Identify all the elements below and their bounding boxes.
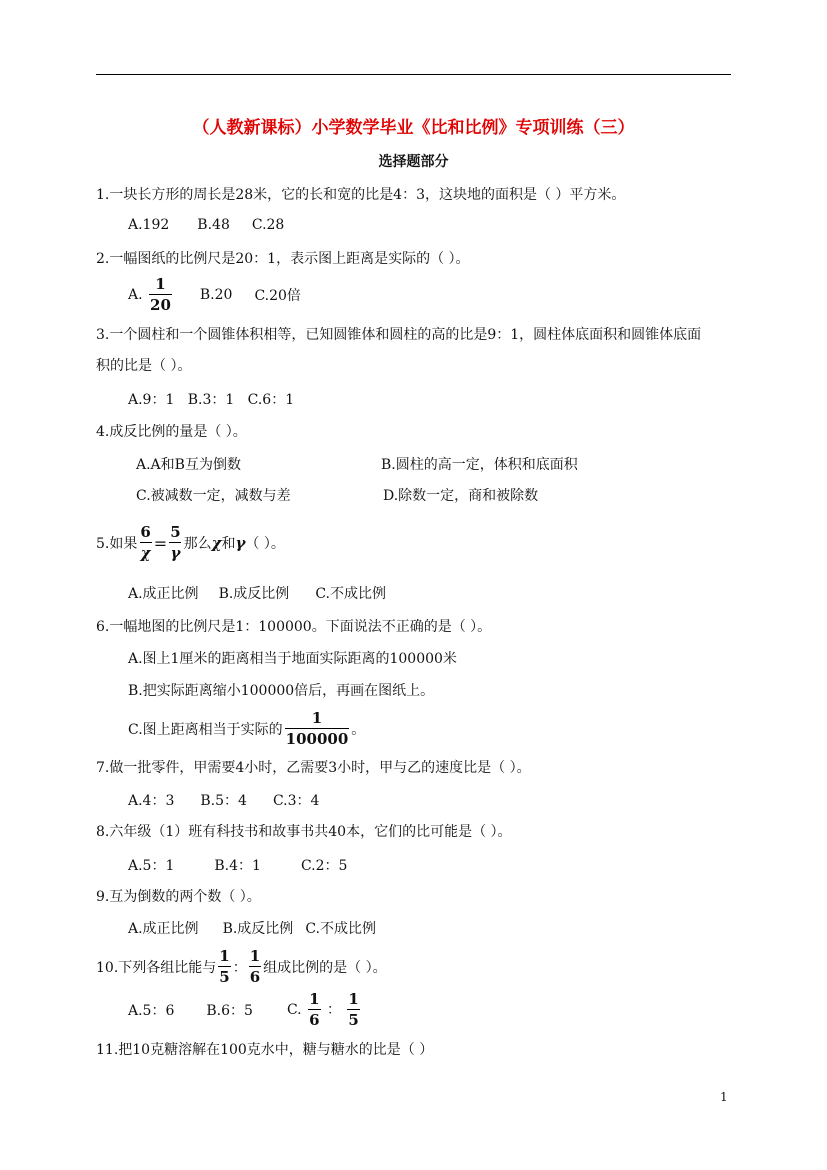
denominator: 20 [150,296,171,314]
q1-option-a: A.192 [128,217,170,233]
equals-sign: = [153,533,168,553]
numerator: 6 [140,523,151,541]
question-7: 7.做一批零件，甲需要4小时，乙需要3小时，甲与乙的速度比是（ ）。 [96,760,531,776]
question-3-line-2: 积的比是（ ）。 [96,358,192,374]
q6-option-c-end: 。 [351,722,366,738]
fraction [347,992,359,1028]
q7-option-b: B.5：4 [200,793,247,809]
question-10 [96,947,387,986]
q2-option-c: C.20倍 [254,288,301,304]
question-7-options [128,790,319,810]
q6-option-a: A.图上1厘米的距离相当于地面实际距离的100000米 [128,651,457,667]
variable-y: γ [235,534,246,552]
header-rule [96,74,731,75]
q5-suffix: （ ）。 [245,536,285,552]
fraction [308,992,320,1028]
q2-option-a [128,277,174,313]
q9-option-b: B.成反比例 [222,921,294,937]
numerator: 1 [348,990,359,1008]
question-8: 8.六年级（1）班有科技书和故事书共40本，它们的比可能是（ ）。 [96,824,512,840]
q4-option-d: D.除数一定，商和被除数 [383,488,539,504]
numerator: 1 [219,947,230,965]
fraction [169,525,181,561]
q2-option-b: B.20 [199,287,233,303]
ratio-colon: ： [326,1002,341,1018]
question-5 [96,523,285,562]
question-8-options [128,855,347,875]
section-heading: 选择题部分 [378,154,449,170]
question-4: 4.成反比例的量是（ ）。 [96,424,247,440]
q7-option-c: C.3：4 [272,793,320,809]
q8-option-c: C.2：5 [300,858,348,874]
denominator: 6 [249,968,261,986]
denominator: χ [140,544,151,562]
question-1: 1.一块长方形的周长是28米，它的长和宽的比是4：3，这块地的面积是（ ）平方米。 [96,187,626,203]
numerator: 1 [249,947,261,965]
q1-option-c: C.28 [251,217,285,233]
q6-option-c [128,709,366,748]
q8-option-a: A.5：1 [128,858,175,874]
question-9: 9.互为倒数的两个数（ ）。 [96,889,261,905]
question-3-line-1: 3.一个圆柱和一个圆锥体积相等，已知圆锥体和圆柱的高的比是9：1，圆柱体底面积和圆锥体底面 [96,327,702,343]
document-title: （人教新课标）小学数学毕业《比和比例》专项训练（三） [192,118,635,138]
q10-suffix: 组成比例的是（ ）。 [263,960,387,976]
fraction [149,277,172,313]
question-11: 11.把10克糖溶解在100克水中，糖与糖水的比是（ ） [96,1042,434,1058]
question-5-options [128,583,386,603]
numerator: 5 [170,523,181,541]
numerator: 1 [309,990,320,1008]
q9-option-a: A.成正比例 [128,921,199,937]
q10-option-a: A.5：6 [128,1003,175,1019]
q2-option-a-label: A. [128,287,143,303]
question-2-options [128,275,301,314]
q7-option-a: A.4：3 [128,793,175,809]
q8-option-b: B.4：1 [214,858,261,874]
q5-and: 和 [221,536,236,552]
denominator: 100000 [285,730,349,748]
q5-prefix: 5.如果 [96,536,138,552]
question-1-options [128,215,284,235]
question-2: 2.一幅图纸的比例尺是20：1，表示图上距离是实际的（ ）。 [96,251,470,267]
q5-option-b: B.成反比例 [218,586,290,602]
q10-prefix: 10.下列各组比能与 [96,960,217,976]
numerator: 1 [155,275,166,293]
q5-option-c: C.不成比例 [315,586,386,602]
q4-option-b: B.圆柱的高一定，体积和底面积 [381,457,578,473]
fraction [285,711,350,747]
variable-x: χ [211,534,222,552]
fraction [218,949,230,985]
question-6: 6.一幅地图的比例尺是1：100000。下面说法不正确的是（ ）。 [96,619,492,635]
question-3-options: A.9：1 B.3：1 C.6：1 [128,392,295,408]
page-number: 1 [720,1090,728,1104]
q4-option-a: A.A和B互为倒数 [136,457,241,473]
denominator: γ [170,544,181,562]
q10-option-c [287,992,362,1028]
q5-option-a: A.成正比例 [128,586,199,602]
denominator: 5 [219,968,230,986]
denominator: 6 [309,1011,320,1029]
q6-option-b: B.把实际距离缩小100000倍后，再画在图纸上。 [128,683,435,699]
q10-option-b: B.6：5 [206,1003,253,1019]
question-9-options [128,918,376,938]
q5-then: 那么 [183,536,212,552]
q9-option-c: C.不成比例 [305,921,376,937]
q1-option-b: B.48 [197,217,230,233]
fraction [249,949,261,985]
q6-option-c-text: C.图上距离相当于实际的 [128,722,283,738]
q4-option-c: C.被减数一定，减数与差 [136,488,291,504]
question-10-options [128,990,362,1029]
numerator: 1 [311,709,323,727]
q10-option-c-label: C. [286,1002,302,1018]
denominator: 5 [348,1011,359,1029]
fraction [139,525,151,561]
ratio-colon: ： [232,960,247,976]
